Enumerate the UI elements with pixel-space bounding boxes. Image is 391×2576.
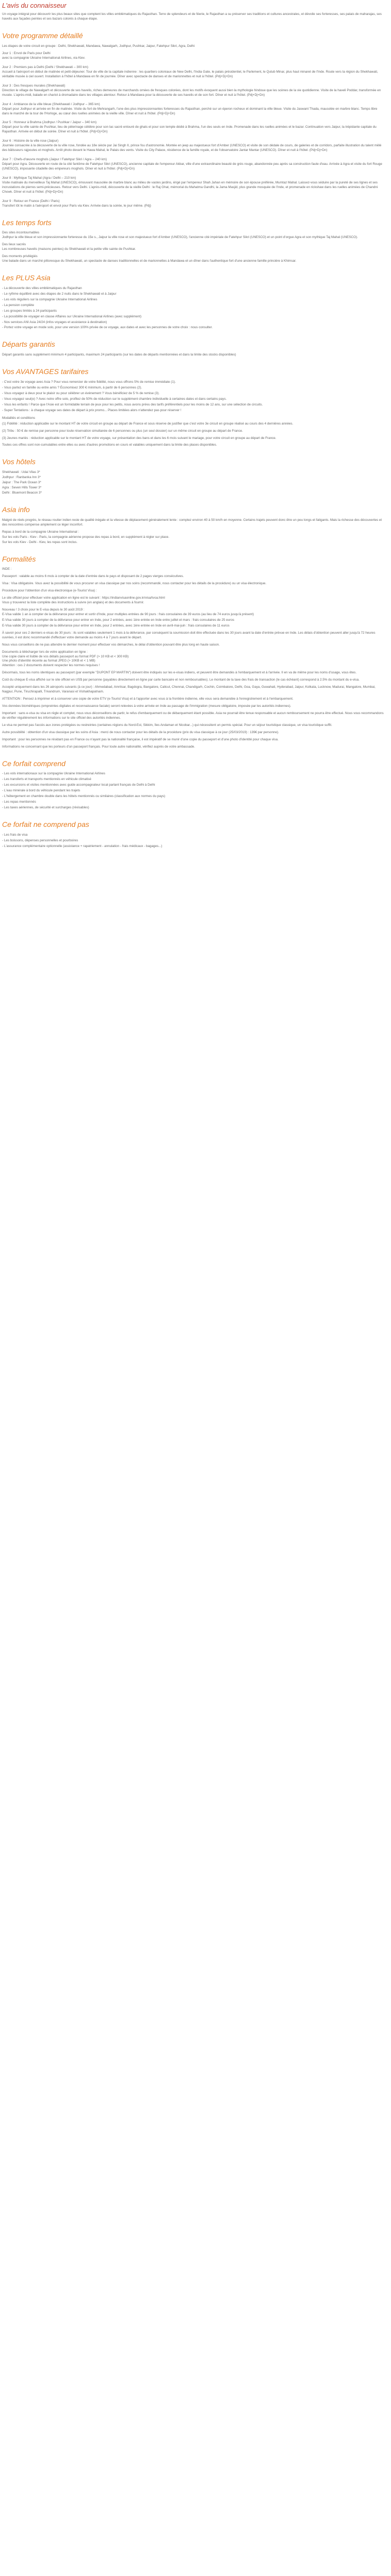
- day-title: Jour 7 : Chefs-d'œuvre moghols (Jaipur / Fatehpur Sikri / Agra – 240 km): [2, 158, 107, 162]
- list-item: - Le rythme équilibré avec des étapes de 2 nuits dans le Shekhawati et à Jaipur: [2, 292, 385, 297]
- list-item: - L'assurance complémentaire optionnelle (assistance + rapatriement - annulation - frais médicaux - bagages...): [2, 844, 385, 849]
- formalites-doc-1: Une copie claire et lisible de vos détails passeport au format PDF (> 10 KB et < 300 KB): [2, 654, 129, 658]
- formalites-cout: Coût du chèque E-visa affiché sur le site officiel en US$ par personne (payables directement en ligne par carte bancaire et non remboursables). Le montant de la taxe des frais de transaction (le cas échéant) correspond à 2.5% du montant du e-visa.: [2, 678, 360, 682]
- avantages-list: [2, 380, 385, 413]
- list-item: - Les transferts et transports mentionnés en véhicule climatisé: [2, 777, 385, 782]
- formalites-site: Le site officiel pour effectuer votre application en ligne est le suivant : https://indianvisaonline.gov.in/visa/tvoa.html: [2, 596, 165, 600]
- list-item: - Les vols internationaux sur la compagnie Ukraine International Airlines: [2, 772, 385, 776]
- formalites-important: Important : sans e-visa ou visa en règle et complet, nous vous déconseillons de partir, le refus d'embarquement ou de débarquement étant possible. Asia ne pourrait être tenue responsable et aucun remboursement ne pourra être effectué. Nous vous recommandons de vérifier régulièrement les informations sur le site officiel des autorités indiennes.: [2, 711, 384, 720]
- temps-forts-sub-2: Des lieux sacrés: [2, 243, 26, 247]
- page-title: L'avis du connaisseur: [2, 2, 67, 9]
- formalites-attention: ATTENTION : Pensez à imprimer et à conserver une copie de votre ETV (e-Tourist Visa) et à l'apporter avec vous à la frontière indienne, elle vous sera demandée à l'enregistrement et à l'embarquement.: [2, 697, 294, 701]
- formalites-residents: Important : pour les personnes ne résidant pas en France ou n'ayant pas la nationalité française, il est impératif de se munir d'une copie du passeport et d'une photo d'identité pour chaque visa.: [2, 737, 279, 741]
- day-6: [2, 139, 385, 153]
- day-text: Accueil à l'aéroport en début de matinée et petit-déjeuner. Tour de ville de la capitale indienne : les quartiers coloniaux de New Delhi, l'India Gate, le palais présidentiel, le Parlement, le Qutub Minar, plus haut minaret de l'Inde. Route vers la région du Shekhawati, véritable musée à ciel ouvert. Installation à l'hôtel à Mandawa en fin de journée. Dîner avec spectacle de danses et de marionnettes et nuit à l'hôtel. (Pdj+Dj+Dn): [2, 70, 378, 78]
- list-item: - L'hébergement en chambre double dans les hôtels mentionnés ou similaires (classification aux normes du pays): [2, 794, 385, 799]
- list-item: - L'eau minérale à bord du véhicule pendant les trajets: [2, 789, 385, 793]
- conditions-title: Modalités et conditions: [2, 416, 36, 420]
- list-item: - Vous voyagez seul(e) ? Avec notre offre solo, profitez de 50% de réduction sur le supplément chambre individuelle à certaines dates et dans certains pays.: [2, 397, 385, 402]
- section-avantages-heading: Vos AVANTAGES tarifaires: [2, 367, 89, 376]
- formalites-doc-2: Une photo d'identité récente au format JPEG (> 10KB et < 1 MB): [2, 659, 95, 663]
- list-item: - C'est votre 3e voyage avec Asia ? Pour vous remercier de votre fidélité, nous vous offrons 5% de remise immédiate (1).: [2, 380, 385, 385]
- section-ce-forfait-heading: Ce forfait comprend: [2, 759, 66, 768]
- day-title: Jour 9 : Retour en France (Delhi / Paris): [2, 199, 60, 203]
- ne-comprend-list: [2, 833, 385, 849]
- list-item: - La découverte des villes emblématiques du Rajasthan: [2, 286, 385, 291]
- formalites-noms: Désormais, tous les noms identiques au passeport (par exemple "DUPONT EP MARTIN") doivent être indiqués sur les e-visas indiens, et peuvent être demandés à l'embarquement et à l'arrivée. Il en va de même pour les noms d'usage, vous êtes.: [2, 671, 357, 675]
- day-text: Départ pour Agra. Découverte en route de la cité fantôme de Fatehpur Sikri (UNESCO), ancienne capitale de l'empereur Akbar, ville d'une extraordinaire beauté de grès rouge, abandonnée peu après sa construction faute d'eau. Arrivée à Agra et visite du fort Rouge (UNESCO), imposante citadelle des empereurs moghols. Dîner et nuit à l'hôtel. (Pdj+Dj+Dn): [2, 162, 382, 171]
- list-item: - Les taxes aériennes, de sécurité et surcharges (révisables): [2, 806, 385, 810]
- plus-asia-list: [2, 286, 385, 331]
- formalites-evisa-3: E-Visa valide 30 jours à compter de la délivrance pour entrer en Inde, pour 2 entrées, avec 1ère entrée en Inde en avril-mai-juin : frais consulaires de 11 euros: [2, 623, 230, 628]
- asia-info-meals: [2, 530, 385, 545]
- programme-intro: Les étapes de votre circuit en groupe : Delhi, Shekhawati, Mandawa, Nawalgarh, Jodhpur, Pushkar, Jaipur, Fatehpur Sikri, Agra, Delhi: [2, 44, 195, 48]
- list-item: - Vous partez en famille ou entre amis ? Économisez 300 € minimum, à partir de 6 personnes (2).: [2, 386, 385, 391]
- day-text: avec la compagnie Ukraine International Airlines, via Kiev.: [2, 56, 86, 60]
- formalites-procedure: Procédure pour l'obtention d'un visa électronique (e-Tourist Visa) :: [2, 589, 97, 593]
- day-title: Jour 1 : Envol de Paris pour Delhi: [2, 52, 51, 56]
- list-item: - Les excursions et visites mentionnées avec guide accompagnateur local parlant français de Delhi à Delhi: [2, 783, 385, 788]
- day-text: Départ pour la ville sainte de Pushkar, lieu de pèlerinage célèbre pour son lac sacré entouré de ghats et pour son temple dédié à Brahma, l'un des seuls en Inde. Promenade dans les ruelles animées et le bazar. Continuation vers Jaipur, la trépidante capitale du Rajasthan. Arrivée en début de soirée. Dîner et nuit à l'hôtel. (Pdj+Dj+Dn): [2, 125, 377, 134]
- asia-info-4: Sur les vols Kiev - Delhi - Kiev, les repas sont inclus.: [2, 540, 78, 544]
- ce-forfait-list: [2, 772, 385, 810]
- day-text: Transfert tôt le matin à l'aéroport et envol pour Paris via Kiev. Arrivée dans la soirée, le jour même. (Pdj): [2, 204, 151, 208]
- intro-text: Un voyage intégral pour découvrir les plus beaux sites que comptent les villes emblématiques du Rajasthan. Terre de splendeurs et de féerie, le Rajasthan a su préserver ses traditions et cultures ancestrales, et dévoile ses forteresses, ses palais de maharajas, ses havelis aux façades peintes et ses bazars colorés à chaque étape.: [2, 12, 382, 21]
- formalites-docs-title: Documents à télécharger lors de votre application en ligne :: [2, 650, 88, 654]
- section-ne-comprend-heading: Ce forfait ne comprend pas: [2, 820, 89, 829]
- page: [0, 0, 387, 852]
- hotel-item: Shekhawati : Udai Vilas 3*: [2, 470, 40, 474]
- hotels-list: [2, 470, 385, 496]
- day-text: Journée consacrée à la découverte de la ville rose, fondée au 18e siècle par Jai Singh II, prince fou d'astronomie. Montée en jeep au majestueux fort d'Amber (UNESCO) et visite de son dédale de cours, de galeries et de corridors, parfaite illustration du talent mêlé des bâtisseurs rajpoutes et moghols. Arrêt photo devant le Hawa Mahal, le Palais des vents. Visite du City Palace, résidence de la famille royale, et de l'observatoire Jantar Mantar (UNESCO). Dîner et nuit à l'hôtel. (Pdj+Dj+Dn): [2, 144, 382, 152]
- formalites-conseil: Nous vous conseillons de ne pas attendre le dernier moment pour effectuer vos démarches, le délai d'obtention pouvant être plus long en haute saison.: [2, 642, 220, 647]
- day-5: [2, 121, 385, 134]
- day-title: Jour 4 : Ambiance de la ville bleue (Shekhawati / Jodhpur – 365 km): [2, 102, 100, 106]
- day-text: Visite matinale du merveilleux Taj Mahal (UNESCO), émouvant mausolée de marbre blanc au milieu de vastes jardins, érigé par l'empereur Shah Jahan en mémoire de son épouse préférée, Mumtaz Mahal. Laissez-vous séduire par la pureté de ses lignes et ses incrustations de pierres semi-précieuses. Retour vers Delhi. L'après-midi, découverte de la vieille Delhi : le Raj Ghat, mémorial du Mahatma Gandhi, la Jama Masjid, plus grande mosquée de l'Inde, et promenade en rickshaw dans les ruelles animées de Chandni Chowk. Dîner et nuit à l'hôtel. (Pdj+Dj+Dn): [2, 180, 378, 194]
- section-formalites-heading: Formalités: [2, 554, 36, 563]
- formalites-evisa-1: E-Visa valide 1 an à compter de la délivrance pour entrer et sortir d'Inde, pour multiples entrées de 90 jours : frais consulaires de 39 euros (au lieu de 74 euros jusqu'à présent): [2, 612, 254, 616]
- day-8: [2, 176, 385, 195]
- departs-text: Départ garantis sans supplément minimum 4 participants, maximum 24 participants (sur les dates de départs mentionnées et dans la limite des stocks disponibles): [2, 353, 236, 357]
- temps-forts-sub-3: Des moments privilégiés: [2, 255, 38, 259]
- day-title: Jour 6 : Histoire de la ville rose (Jaipur): [2, 139, 59, 143]
- asia-info-2: Repas à bord de la compagnie Ukraine International :: [2, 530, 79, 534]
- list-item: - Vous les enfants ! Parce que l'Asie est un formidable terrain de jeux pour les petits, nous avons prévu des tarifs préférentiels pour les moins de 12 ans, sur une sélection de circuits.: [2, 403, 385, 408]
- formalites-evisa-choices: Nouveau ! 3 choix pour le E-visa depuis le 30 août 2019 :: [2, 608, 85, 612]
- list-item: - La possibilité de voyager en classe Affaires sur Ukraine International Airlines (avec supplément): [2, 315, 385, 319]
- temps-forts-text-2: Les nombreuses havelis (maisons peintes) du Shekhawati et la petite ville sainte de Pushkar.: [2, 247, 136, 251]
- day-title: Jour 2 : Premiers pas à Delhi (Delhi / Shekhawati – 300 km): [2, 65, 88, 70]
- day-title: Jour 3 : Des fresques murales (Shekhawati): [2, 83, 66, 88]
- day-text: Direction le village de Nawalgarh et découverte de ses havelis, riches demeures de marchands ornées de fresques colorées, dont les motifs évoquent aussi bien la mythologie hindoue que les scènes de la vie quotidienne. Visite de la haveli Poddar, transformée en musée. L'après-midi, balade en chariot à dromadaire dans les villages alentour. Retour à Mandawa pour la découverte de ses havelis et de son fort. Dîner et nuit à l'hôtel. (Pdj+Dj+Dn): [2, 88, 381, 97]
- hotel-item: Agra : Seven Hills Tower 3*: [2, 486, 42, 490]
- day-2: [2, 65, 385, 79]
- section-programme-heading: Votre programme détaillé: [2, 31, 83, 40]
- day-3: [2, 84, 385, 98]
- formalites-aeroports: Accepté uniquement dans les 26 aéroports suivants (à ce jour) : Ahmedabad, Amritsar, Bagdogra, Bangalore, Calicut, Chennai, Chandigarh, Cochin, Coimbatore, Delhi, Goa, Gaya, Guwahati, Hyderabad, Jaipur, Kolkata, Lucknow, Madurai, Mangalore, Mumbai, Nagpur, Pune, Tiruchirapalli, Trivandrum, Varanasi et Vishakhapatnam.: [2, 685, 376, 694]
- formalites-biometrie: Vos données biométriques (empreintes digitales et reconnaissance faciale) seront relevées à votre arrivée en Inde au passage de l'immigration (mesure obligatoire, imposée par les autorités indiennes).: [2, 704, 291, 708]
- list-item: - Super Tentations : à chaque voyage ses dates de départ à prix promo... Places limitées alors n'attendez pas pour réserver !: [2, 409, 385, 413]
- day-text: Départ pour Jodhpur et arrivée en fin de matinée. Visite du fort de Mehrangarh, l'une des plus impressionnantes forteresses du Rajasthan, perché sur un éperon rocheux et dominant la ville bleue. Visite du Jaswant Thada, mausolée en marbre blanc. Temps libre dans le marché de la tour de l'Horloge, au cœur des ruelles animées de la vieille ville. Dîner et nuit à l'hôtel. (Pdj+Dj+Dn): [2, 107, 378, 115]
- list-item: - Portez votre voyage en mode solo, pour une version 100% privée de ce voyage, aux dates et avec les personnes de votre choix : nous consulter.: [2, 326, 385, 330]
- condition-1: (1) Fidélité : réduction applicable sur le montant HT de votre circuit en groupe au départ de France et sous réserve de justifier que c'est votre 3e circuit en groupe réalisé au cours des 4 dernières années.: [2, 421, 294, 426]
- condition-3: (3) Jeunes mariés : réduction applicable sur le montant HT de votre voyage, sur présentation des bans et dans les 6 mois suivant le mariage, pour votre circuit en groupe au départ de France.: [2, 436, 276, 440]
- day-7: [2, 158, 385, 172]
- list-item: - Les groupes limités à 24 participants: [2, 309, 385, 314]
- formalites-doc-warning: Attention : ces 2 documents doivent respecter les normes requises !: [2, 664, 100, 668]
- formalites-visa: Visa : Visa obligatoire. Vous avez la possibilité de vous procurer un visa classique par nos soins (recommandé, nous contacter pour les détails de la procédure) ou un visa électronique.: [2, 582, 267, 586]
- list-item: - Les frais de visa: [2, 833, 385, 838]
- formalites-zones: Le visa ne permet pas l'accès aux zones protégées ou restreintes (certaines régions du Nord-Est, Sikkim, îles Andaman et Nicobar...) qui nécessitent un permis spécial. Pour un séjour touristique classique, un visa touristique suffit.: [2, 723, 332, 727]
- temps-forts-sub-1: Des sites incontournables: [2, 231, 40, 235]
- section-temps-forts-heading: Les temps forts: [2, 218, 52, 227]
- formalites-autre: Autre possibilité : obtention d'un visa classique par les soins d'Asia : merci de nous contacter pour les détails de la procédure (prix du visa classique à ce jour (25/03/2019) : 139€ par personne).: [2, 730, 279, 734]
- list-item: - Les boissons, dépenses personnelles et pourboires: [2, 839, 385, 843]
- formalites-passeport: Passeport : valable au moins 6 mois à compter de la date d'entrée dans le pays et disposant de 2 pages vierges consécutives.: [2, 574, 184, 579]
- section-asia-info-heading: Asia info: [2, 505, 30, 514]
- formalites-a-savoir: À savoir pour ces 2 derniers e-visas de 30 jours : ils sont valables seulement 1 mois à la délivrance, par conséquent la soumission doit être effectuée dans les 30 jours avant la date d'entrée prévue en Inde. Les délais d'obtention peuvent aller jusqu'à 72 heures ouvrées, il est donc recommandé d'effectuer votre demande au moins 4 à 7 jours avant le départ.: [2, 631, 376, 639]
- list-item: - Vous voyagez à deux pour le plaisir ou pour célébrer un événement ? Vous bénéficiez de 5 % de remise (3).: [2, 392, 385, 396]
- conditions-note: Toutes ces offres sont non-cumulables entre elles ou avec d'autres promotions en cours et valables uniquement dans la limite des places disponibles.: [2, 443, 217, 447]
- condition-2: (2) Tribu : 50 € de remise par personne pour toute réservation simultanée de 6 personnes ou plus (un seul dossier) sur un même circuit en groupe au départ de France.: [2, 429, 243, 433]
- day-9: [2, 199, 385, 209]
- formalites-evisa-2: E-Visa valide 30 jours à compter de la délivrance pour entrer en Inde, pour 2 entrées, avec 1ère entrée en Inde entre juillet et mars : frais consulaires de 25 euros: [2, 618, 235, 622]
- section-hotels-heading: Vos hôtels: [2, 457, 36, 466]
- day-4: [2, 103, 385, 116]
- hotel-item: Jodhpur : Ranbanka Inn 3*: [2, 476, 41, 480]
- section-departs-heading: Départs garantis: [2, 340, 55, 349]
- formalites-info: Informations ne concernant que les porteurs d'un passeport français. Pour toute autre nationalité, vérifiez auprès de votre ambassade.: [2, 744, 195, 749]
- day-title: Jour 5 : Honneur à Brahma (Jodhpur / Pushkar / Jaipur – 340 km): [2, 121, 97, 125]
- list-item: - Les vols réguliers sur la compagnie Ukraine International Airlines: [2, 298, 385, 302]
- section-plus-asia-heading: Les PLUS Asia: [2, 274, 51, 282]
- day-1: [2, 52, 385, 61]
- list-item: - La pension complète: [2, 303, 385, 308]
- hotel-item: Jaipur : The Park Ocean 3*: [2, 481, 41, 485]
- asia-info-1: Malgré de réels progrès, le réseau routier indien reste de qualité inégale et la vitesse de déplacement généralement lente : comptez environ 40 à 50 km/h en moyenne. Certains trajets peuvent donc être un peu longs et fatigants. Mais la richesse des découvertes et des rencontres compense amplement ce léger inconfort.: [2, 518, 382, 527]
- day-title: Jour 8 : Mythique Taj Mahal (Agra / Delhi – 210 km): [2, 176, 76, 180]
- formalites-instructions: Vous y trouverez la liste complète des instructions à suivre (en anglais) et des documents à fournir.: [2, 601, 144, 605]
- asia-info-3: Sur les vols Paris - Kiev - Paris, la compagnie aérienne propose des repas à bord, en supplément à régler sur place.: [2, 535, 170, 539]
- hotel-item: Delhi : Bluemont Beacon 3*: [2, 491, 42, 495]
- temps-forts-text-1: Jodhpur la ville bleue et son impressionnante forteresse du 15e s., Jaipur la ville rose et son majestueux fort d'Amber (UNESCO), l'ancienne cité impériale de Fatehpur Sikri (UNESCO) et un point d'orgue Agra et son mythique Taj Mahal (UNESCO).: [2, 235, 358, 240]
- temps-forts-text-3: Une balade dans un marché pittoresque du Shekhawati, un spectacle de danses traditionnelles et de marionnettes à Mandawa et un dîner dans l'authentique fort d'une ancienne famille princière à Khimsar.: [2, 259, 297, 263]
- list-item: - Nos services ANI Asia 24/24 (infos voyages et assistance à destination): [2, 320, 385, 325]
- list-item: - Les repas mentionnés: [2, 800, 385, 805]
- formalites-country: INDE :: [2, 567, 12, 571]
